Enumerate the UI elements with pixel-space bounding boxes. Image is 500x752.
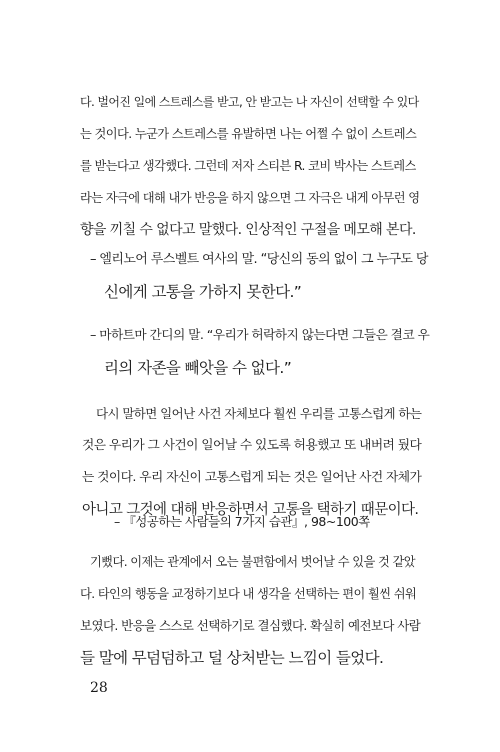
text-line: 향을 끼칠 수 없다고 말했다. 인상적인 구절을 메모해 본다. (80, 222, 416, 238)
paragraph-1 (80, 86, 420, 246)
text-line: 들 말에 무덤덤하고 덜 상처받는 느낌이 들었다. (80, 649, 384, 667)
text-line: 기뻤다. 이제는 관계에서 오는 불편함에서 벗어날 수 있을 것 같았 (90, 555, 416, 569)
text-line: 다. 타인의 행동을 교정하기보다 내 생각을 선택하는 편이 훨씬 쉬워 (80, 587, 417, 601)
page-number: 28 (90, 680, 108, 696)
text-line: 것은 우리가 그 사건이 일어날 수 있도록 허용했고 또 내버려 뒀다 (82, 438, 422, 453)
text-line: 를 받는다고 생각했다. 그런데 저자 스티븐 R. 코비 박사는 스트레스 (80, 159, 416, 173)
text-line: 신에게 고통을 가하지 못한다.” (104, 283, 302, 301)
quote-gandhi (90, 320, 430, 384)
book-citation: – 『성공하는 사람들의 7가지 습관』, 98~100쪽 (114, 514, 370, 529)
text-line: 리의 자존을 빼앗을 수 없다.” (104, 359, 292, 377)
text-line: – 엘리노어 루스벨트 여사의 말. “당신의 동의 없이 그 누구도 당 (90, 252, 428, 267)
text-line: 는 것이다. 우리 자신이 고통스럽게 되는 것은 일어난 사건 자체가 (82, 470, 422, 485)
quote-roosevelt (90, 244, 430, 308)
text-line: 다. 벌어진 일에 스트레스를 받고, 안 받고는 나 자신이 선택할 수 있다 (80, 95, 419, 109)
paragraph-3 (80, 546, 420, 674)
text-line: 보였다. 반응을 스스로 선택하기로 결심했다. 확실히 예전보다 사람 (80, 618, 421, 633)
paragraph-2 (82, 398, 422, 526)
text-line: 는 것이다. 누군가 스트레스를 유발하면 나는 어쩔 수 없이 스트레스 (80, 127, 417, 141)
text-line: – 마하트마 간디의 말. “우리가 허락하지 않는다면 그들은 결코 우 (90, 328, 430, 343)
text-line: 다시 말하면 일어난 사건 자체보다 훨씬 우리를 고통스럽게 하는 (96, 406, 422, 421)
text-line: 아니고 그것에 대해 반응하면서 고통을 택하기 때문이다. (82, 502, 419, 518)
text-line: 라는 자극에 대해 내가 반응을 하지 않으면 그 자극은 내게 아무런 영 (80, 191, 420, 205)
